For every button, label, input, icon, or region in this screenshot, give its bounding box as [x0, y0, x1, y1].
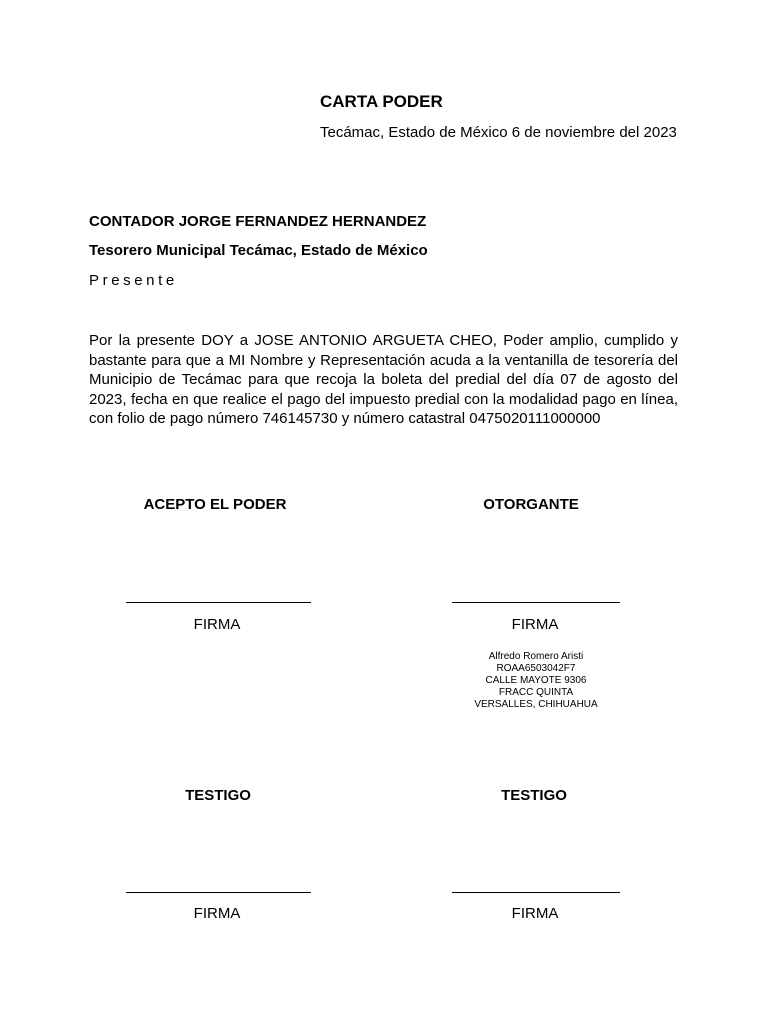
place-date: Tecámac, Estado de México 6 de noviembre del 2023 [320, 124, 677, 141]
otorgante-heading: OTORGANTE [483, 496, 579, 513]
stamp-line: VERSALLES, CHIHUAHUA [474, 699, 598, 710]
firma-label-acepto: FIRMA [193, 616, 241, 633]
body-paragraph: Por la presente DOY a JOSE ANTONIO ARGUETA CHEO, Poder amplio, cumplido y bastante para que a MI Nombre y Representación acuda a la ventanilla de tesorería del Municipio de Tecámac para que recoja la boleta del predial del día 07 de agosto del 2023, fecha en que realice el pago del impuesto predial con la modalidad pago en línea, con folio de pago número 746145730 y número catastral 0475020111000000 [89, 332, 678, 427]
document-title: CARTA PODER [320, 92, 443, 111]
grantor-stamp [436, 651, 636, 711]
testigo-heading-left: TESTIGO [185, 787, 251, 804]
signature-line-otorgante [452, 602, 620, 603]
firma-label-testigo-left: FIRMA [193, 905, 241, 922]
signature-line-testigo-right [452, 892, 620, 893]
acepto-poder-heading: ACEPTO EL PODER [143, 496, 287, 513]
stamp-line: CALLE MAYOTE 9306 [485, 675, 587, 686]
addressee-role: Tesorero Municipal Tecámac, Estado de México [89, 242, 428, 259]
addressee-name: CONTADOR JORGE FERNANDEZ HERNANDEZ [89, 213, 427, 230]
stamp-line: Alfredo Romero Aristi [488, 651, 584, 662]
firma-label-otorgante: FIRMA [511, 616, 559, 633]
signature-line-testigo-left [126, 892, 311, 893]
testigo-heading-right: TESTIGO [501, 787, 567, 804]
firma-label-testigo-right: FIRMA [511, 905, 559, 922]
stamp-line: ROAA6503042F7 [496, 663, 576, 674]
stamp-line: FRACC QUINTA [498, 687, 574, 698]
signature-line-acepto [126, 602, 311, 603]
salutation: Presente [89, 272, 178, 289]
